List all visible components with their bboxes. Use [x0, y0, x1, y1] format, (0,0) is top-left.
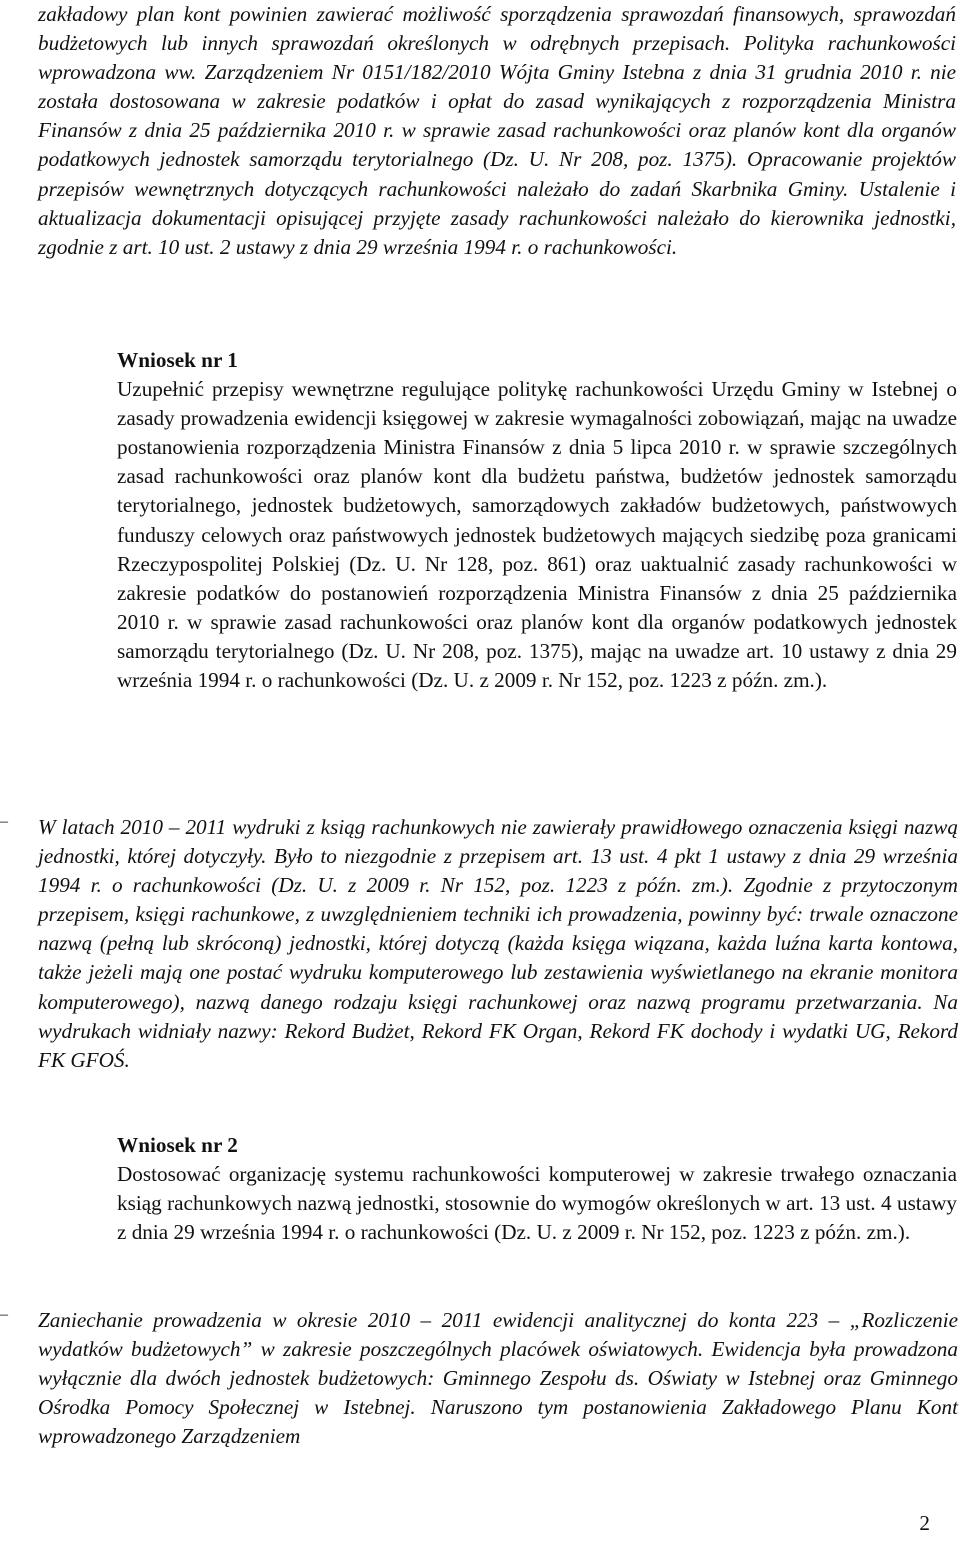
recommendation-2-title: Wniosek nr 2 — [117, 1133, 238, 1157]
list-dash: – — [0, 1306, 8, 1323]
finding-item-2 — [0, 1306, 958, 1451]
recommendation-2 — [117, 1131, 957, 1247]
recommendation-2-body: Dostosować organizację systemu rachunkowości komputerowej w zakresie trwałego oznaczania ksiąg rachunkowych nazwą jednostki, stosownie do wymogów określonych w art. 13 ust. 4 ustawy z dnia 29 września 1994 r. o rachunkowości (Dz. U. z 2009 r. Nr 152, poz. 1223 z późn. zm.). — [117, 1162, 957, 1245]
recommendation-1-body: Uzupełnić przepisy wewnętrzne regulujące politykę rachunkowości Urzędu Gminy w Istebnej o zasady prowadzenia ewidencji księgowej w zakresie wymagalności zobowiązań, mając na uwadze postanowienia rozporządzenia Ministra Finansów z dnia 5 lipca 2010 r. w sprawie szczególnych zasad rachunkowości oraz planów kont dla budżetu państwa, budżetów jednostek samorządu terytorialnego, jednostek budżetowych, samorządowych zakładów budżetowych, państwowych funduszy celowych oraz państwowych jednostek budżetowych mających siedzibę poza granicami Rzeczypospolitej Polskiej (Dz. U. Nr 128, poz. 861) oraz uaktualnić zasady rachunkowości w zakresie podatków do postanowień rozporządzenia Ministra Finansów z dnia 25 października 2010 r. w sprawie zasad rachunkowości oraz planów kont dla organów podatkowych jednostek samorządu terytorialnego (Dz. U. Nr 208, poz. 1375), mając na uwadze art. 10 ustawy z dnia 29 września 1994 r. o rachunkowości (Dz. U. z 2009 r. Nr 152, poz. 1223 z późn. zm.). — [117, 377, 957, 693]
finding-item-1 — [0, 813, 958, 1075]
recommendation-1 — [117, 346, 957, 695]
page-number: 2 — [919, 1511, 930, 1535]
list-dash: – — [0, 813, 8, 830]
recommendation-1-title: Wniosek nr 1 — [117, 348, 238, 372]
finding-item-1-text: W latach 2010 – 2011 wydruki z ksiąg rachunkowych nie zawierały prawidłowego oznaczenia księgi nazwą jednostki, której dotyczyły. Było to niezgodnie z przepisem art. 13 ust. 4 pkt 1 ustawy z dnia 29 września 1994 r. o rachunkowości (Dz. U. z 2009 r. Nr 152, poz. 1223 z późn. zm.). Zgodnie z przytoczonym przepisem, księgi rachunkowe, z uwzględnieniem techniki ich prowadzenia, powinny być: trwale oznaczone nazwą (pełną lub skróconą) jednostki, której dotyczą (każda księga wiązana, każda luźna karta kontowa, także jeżeli mają one postać wydruku komputerowego lub zestawienia wyświetlanego na ekranie monitora komputerowego), nazwą danego rodzaju księgi rachunkowej oraz nazwą programu przetwarzania. Na wydrukach widniały nazwy: Rekord Budżet, Rekord FK Organ, Rekord FK dochody i wydatki UG, Rekord FK GFOŚ. — [38, 815, 958, 1072]
intro-paragraph: zakładowy plan kont powinien zawierać możliwość sporządzenia sprawozdań finansowych, sprawozdań budżetowych lub innych sprawozdań określonych w odrębnych przepisach. Polityka rachunkowości wprowadzona ww. Zarządzeniem Nr 0151/182/2010 Wójta Gminy Istebna z dnia 31 grudnia 2010 r. nie została dostosowana w zakresie podatków i opłat do zasad wynikających z rozporządzenia Ministra Finansów z dnia 25 października 2010 r. w sprawie zasad rachunkowości oraz planów kont dla organów podatkowych jednostek samorządu terytorialnego (Dz. U. Nr 208, poz. 1375). Opracowanie projektów przepisów wewnętrznych dotyczących rachunkowości należało do zadań Skarbnika Gminy. Ustalenie i aktualizacja dokumentacji opisującej przyjęte zasady rachunkowości należało do kierownika jednostki, zgodnie z art. 10 ust. 2 ustawy z dnia 29 września 1994 r. o rachunkowości. — [38, 2, 956, 259]
finding-item-2-text: Zaniechanie prowadzenia w okresie 2010 – 2011 ewidencji analitycznej do konta 223 – „Rozliczenie wydatków budżetowych” w zakresie poszczególnych placówek oświatowych. Ewidencja była prowadzona wyłącznie dla dwóch jednostek budżetowych: Gminnego Zespołu ds. Oświaty w Istebnej oraz Gminnego Ośrodka Pomocy Społecznej w Istebnej. Naruszono tym postanowienia Zakładowego Planu Kont wprowadzonego Zarządzeniem — [38, 1308, 958, 1449]
